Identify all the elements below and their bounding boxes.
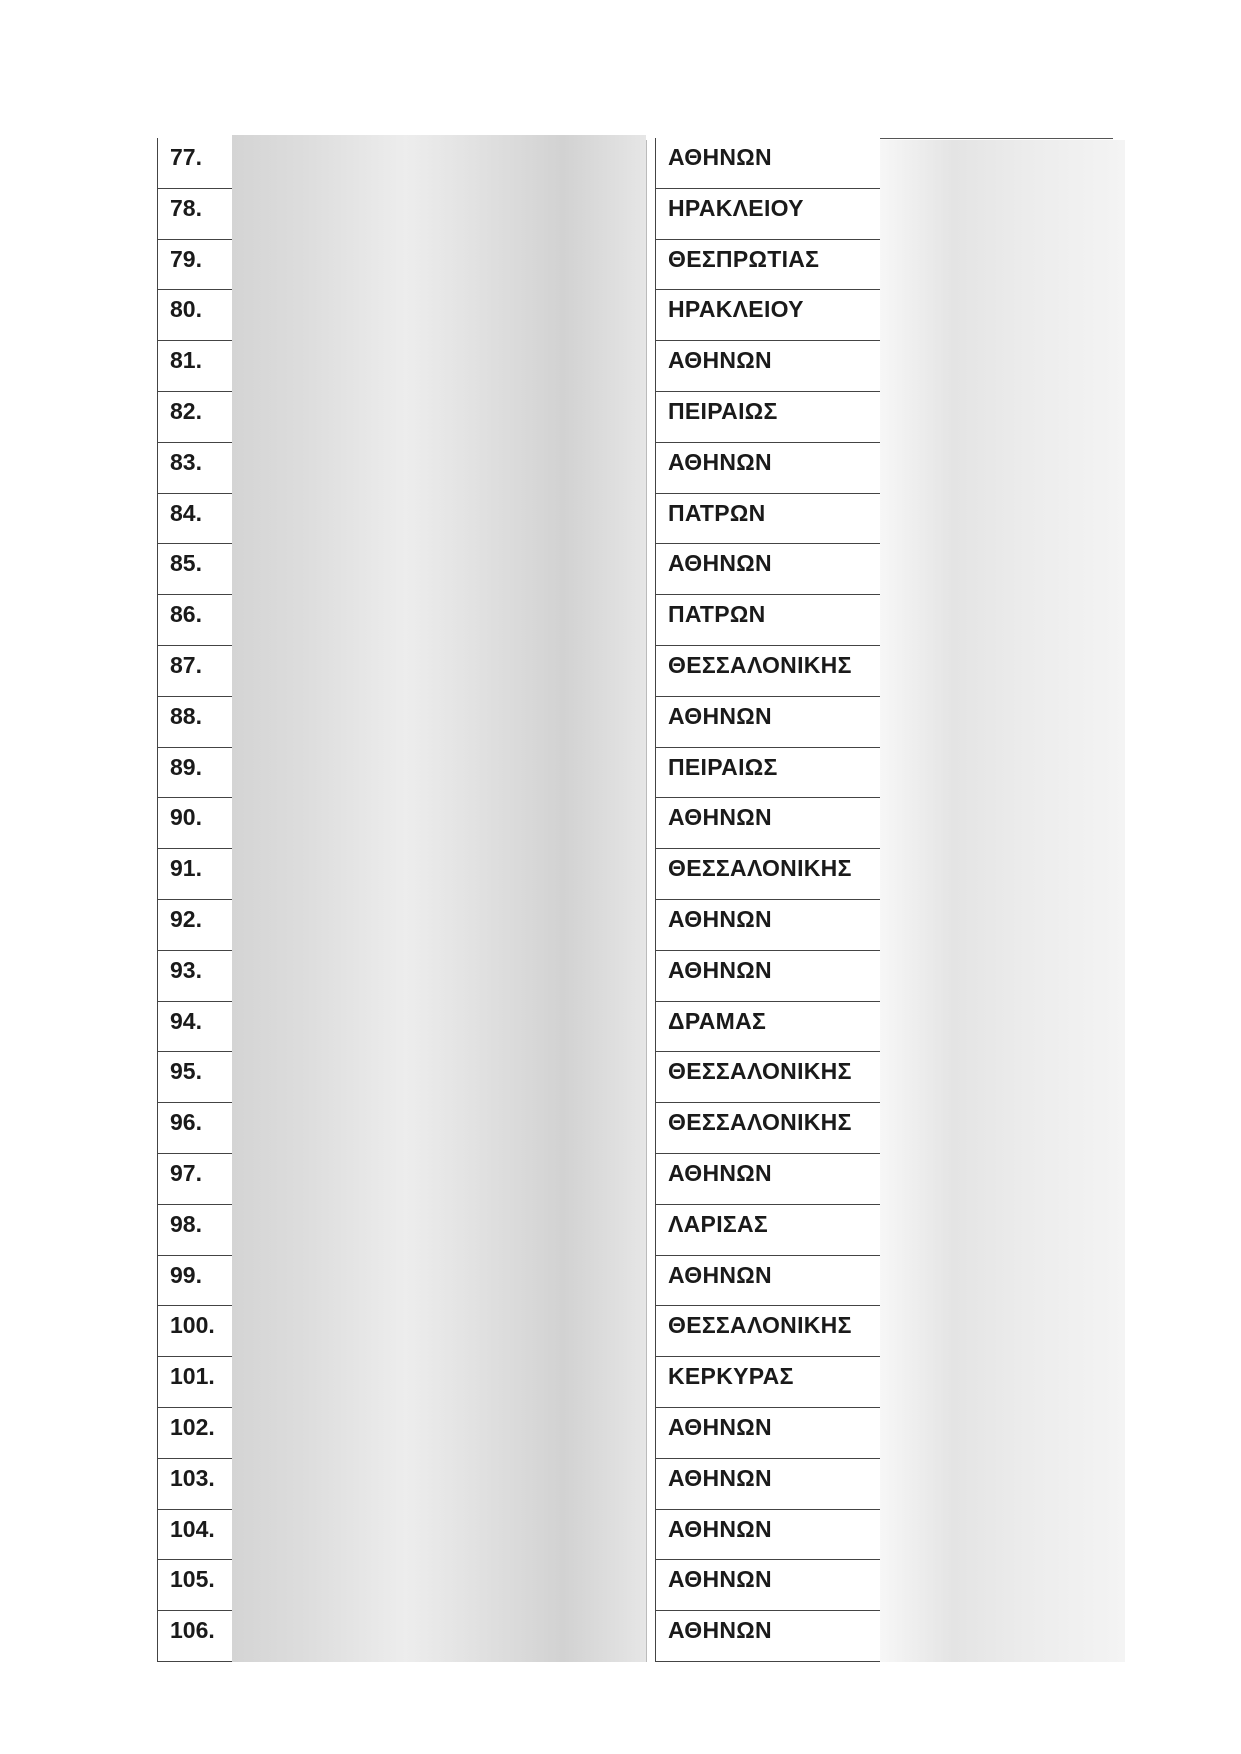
row-number: 90. bbox=[157, 798, 232, 849]
city-cell: ΛΑΡΙΣΑΣ bbox=[655, 1205, 880, 1256]
row-number: 88. bbox=[157, 697, 232, 748]
row-number: 97. bbox=[157, 1154, 232, 1205]
city-cell: ΠΕΙΡΑΙΩΣ bbox=[655, 392, 880, 443]
city-cell: ΔΡΑΜΑΣ bbox=[655, 1002, 880, 1053]
city-cell: ΑΘΗΝΩΝ bbox=[655, 544, 880, 595]
row-number: 79. bbox=[157, 240, 232, 291]
row-number: 102. bbox=[157, 1408, 232, 1459]
city-cell: ΑΘΗΝΩΝ bbox=[655, 1459, 880, 1510]
row-number: 92. bbox=[157, 900, 232, 951]
city-column bbox=[655, 138, 880, 1662]
city-cell: ΑΘΗΝΩΝ bbox=[655, 1510, 880, 1561]
row-number: 93. bbox=[157, 951, 232, 1002]
table-top-rule bbox=[880, 138, 1113, 139]
row-number: 99. bbox=[157, 1256, 232, 1307]
city-cell: ΘΕΣΠΡΩΤΙΑΣ bbox=[655, 240, 880, 291]
city-cell: ΚΕΡΚΥΡΑΣ bbox=[655, 1357, 880, 1408]
row-number: 91. bbox=[157, 849, 232, 900]
row-number: 87. bbox=[157, 646, 232, 697]
city-cell: ΑΘΗΝΩΝ bbox=[655, 697, 880, 748]
row-number: 98. bbox=[157, 1205, 232, 1256]
row-number: 106. bbox=[157, 1611, 232, 1662]
city-cell: ΑΘΗΝΩΝ bbox=[655, 1408, 880, 1459]
row-number: 85. bbox=[157, 544, 232, 595]
city-cell: ΗΡΑΚΛΕΙΟΥ bbox=[655, 189, 880, 240]
row-number: 84. bbox=[157, 494, 232, 545]
city-cell: ΑΘΗΝΩΝ bbox=[655, 1256, 880, 1307]
row-number: 96. bbox=[157, 1103, 232, 1154]
city-cell: ΑΘΗΝΩΝ bbox=[655, 1560, 880, 1611]
row-number: 82. bbox=[157, 392, 232, 443]
row-number: 89. bbox=[157, 748, 232, 799]
city-cell: ΠΑΤΡΩΝ bbox=[655, 595, 880, 646]
city-cell: ΗΡΑΚΛΕΙΟΥ bbox=[655, 290, 880, 341]
city-cell: ΘΕΣΣΑΛΟΝΙΚΗΣ bbox=[655, 646, 880, 697]
city-cell: ΑΘΗΝΩΝ bbox=[655, 1154, 880, 1205]
row-number-column bbox=[157, 138, 232, 1662]
row-number: 78. bbox=[157, 189, 232, 240]
row-number: 94. bbox=[157, 1002, 232, 1053]
city-cell: ΑΘΗΝΩΝ bbox=[655, 951, 880, 1002]
row-number: 101. bbox=[157, 1357, 232, 1408]
row-number: 77. bbox=[157, 138, 232, 189]
row-number: 105. bbox=[157, 1560, 232, 1611]
row-number: 103. bbox=[157, 1459, 232, 1510]
row-number: 83. bbox=[157, 443, 232, 494]
city-cell: ΘΕΣΣΑΛΟΝΙΚΗΣ bbox=[655, 1103, 880, 1154]
city-cell: ΑΘΗΝΩΝ bbox=[655, 443, 880, 494]
row-number: 104. bbox=[157, 1510, 232, 1561]
row-number: 86. bbox=[157, 595, 232, 646]
row-number: 95. bbox=[157, 1052, 232, 1103]
row-number: 81. bbox=[157, 341, 232, 392]
city-cell: ΘΕΣΣΑΛΟΝΙΚΗΣ bbox=[655, 1306, 880, 1357]
redacted-extra-column bbox=[880, 140, 1125, 1662]
city-cell: ΘΕΣΣΑΛΟΝΙΚΗΣ bbox=[655, 1052, 880, 1103]
city-cell: ΘΕΣΣΑΛΟΝΙΚΗΣ bbox=[655, 849, 880, 900]
row-number: 100. bbox=[157, 1306, 232, 1357]
row-number: 80. bbox=[157, 290, 232, 341]
city-cell: ΑΘΗΝΩΝ bbox=[655, 900, 880, 951]
city-cell: ΑΘΗΝΩΝ bbox=[655, 1611, 880, 1662]
city-cell: ΑΘΗΝΩΝ bbox=[655, 138, 880, 189]
column-divider bbox=[646, 140, 647, 1662]
redacted-name-column bbox=[232, 135, 646, 1662]
city-cell: ΠΑΤΡΩΝ bbox=[655, 494, 880, 545]
city-cell: ΠΕΙΡΑΙΩΣ bbox=[655, 748, 880, 799]
city-cell: ΑΘΗΝΩΝ bbox=[655, 798, 880, 849]
city-cell: ΑΘΗΝΩΝ bbox=[655, 341, 880, 392]
